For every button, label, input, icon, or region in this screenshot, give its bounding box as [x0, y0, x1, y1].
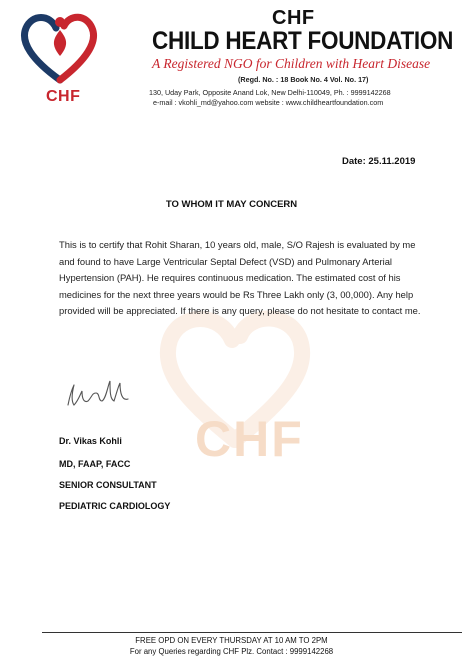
signatory-department: PEDIATRIC CARDIOLOGY	[59, 501, 171, 511]
footer-divider	[42, 632, 462, 633]
registration-number: (Regd. No. : 18 Book No. 4 Vol. No. 17)	[238, 75, 369, 84]
logo-text: CHF	[46, 88, 81, 105]
logo	[20, 10, 100, 105]
watermark-text: CHF	[195, 411, 304, 467]
letter-date: Date: 25.11.2019	[342, 156, 416, 167]
address: 130, Uday Park, Opposite Anand Lok, New Delhi-110049, Ph. : 9999142268	[149, 88, 391, 97]
signature-icon	[62, 375, 137, 415]
footer-opd-info: FREE OPD ON EVERY THURSDAY AT 10 AM TO 2PM	[135, 636, 328, 645]
signatory-title: SENIOR CONSULTANT	[59, 480, 157, 490]
org-name: CHILD HEART FOUNDATION	[152, 27, 454, 55]
org-short-name: CHF	[272, 7, 315, 29]
footer-contact: For any Queries regarding CHF Plz. Contact : 9999142268	[129, 647, 334, 656]
letter-subject: TO WHOM IT MAY CONCERN	[165, 199, 298, 210]
contact-info: e-mail : vkohli_md@yahoo.com website : www.childheartfoundation.com	[153, 98, 384, 107]
letter-body: This is to certify that Rohit Sharan, 10 years old, male, S/O Rajesh is evaluated by me and found to have Large Ventricular Septal Defect (VSD) and Pulmonary Arterial Hypertension (PAH). He requires continuous medication. The estimated cost of his medicines for the next three years would be Rs Three Lakh only (3, 00,000). Any help provided will be appreciated. If there is any query, please do not hesitate to contact me.	[59, 239, 421, 316]
tagline: A Registered NGO for Children with Heart Disease	[152, 56, 431, 71]
heart-logo-icon	[20, 10, 100, 88]
signatory-degrees: MD, FAAP, FACC	[59, 459, 131, 469]
signatory-name: Dr. Vikas Kohli	[59, 436, 122, 446]
